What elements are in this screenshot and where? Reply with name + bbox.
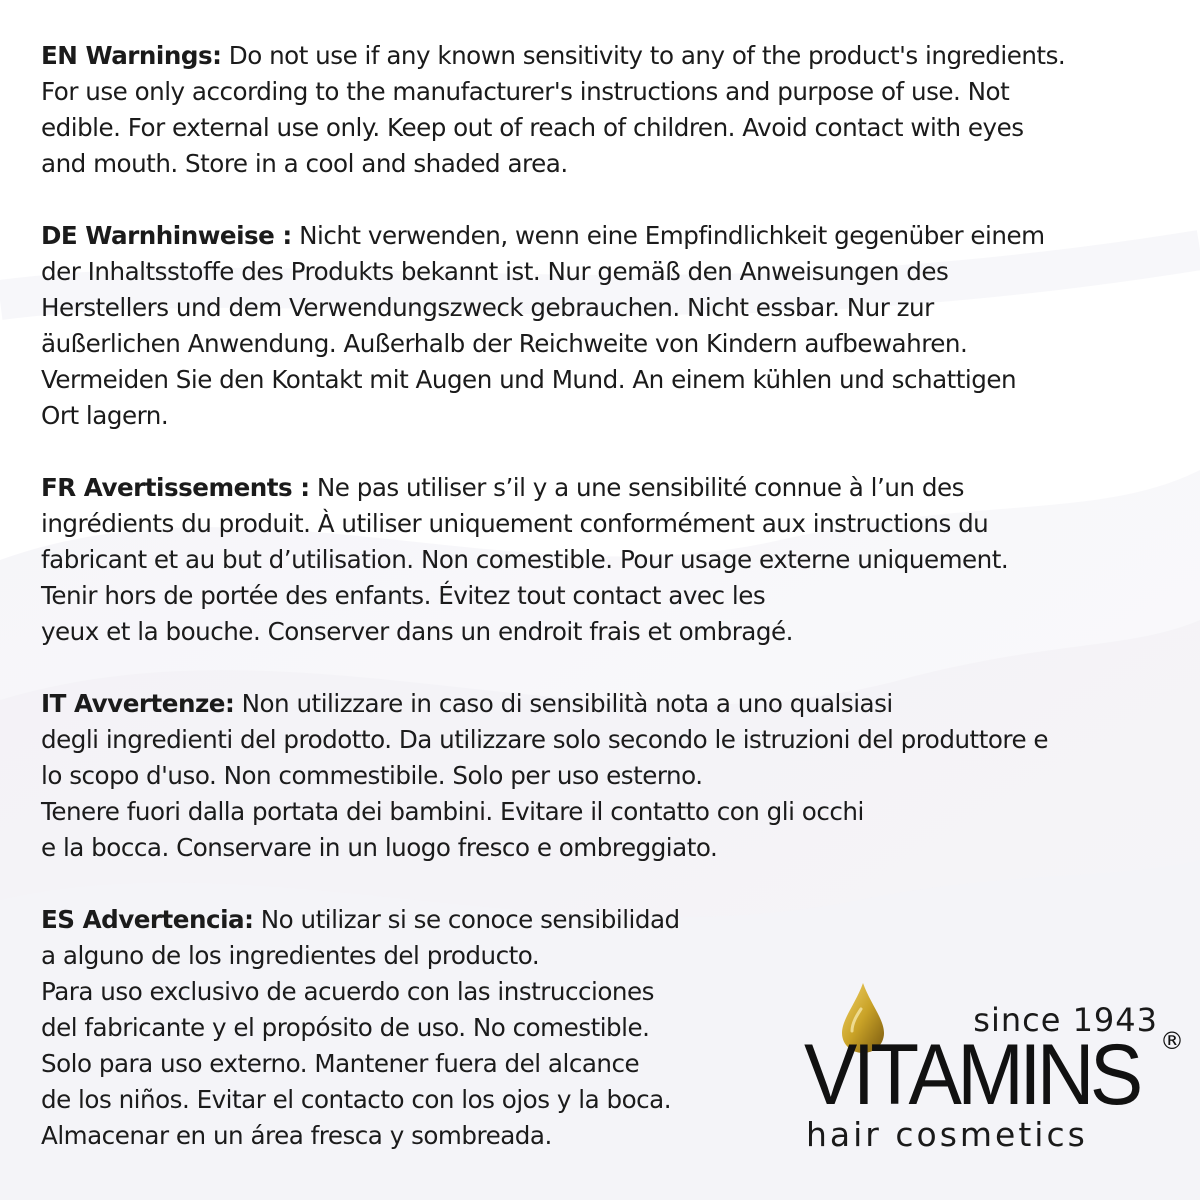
section-label: ES Advertencia: — [41, 905, 254, 934]
section-text: Non utilizzare in caso di sensibilità nota a uno qualsiasi — [234, 689, 893, 718]
warning-section-en — [41, 38, 1181, 182]
warning-line: Para uso exclusivo de acuerdo con las instrucciones — [41, 977, 654, 1006]
warning-line — [41, 218, 1181, 254]
section-text: Ne pas utiliser s’il y a une sensibilité connue à l’un des — [309, 473, 964, 502]
warning-line — [41, 902, 1181, 938]
warning-line: ingrédients du produit. À utiliser uniquement conformément aux instructions du — [41, 509, 989, 538]
warning-line — [41, 38, 1181, 74]
warning-line: For use only according to the manufacturer's instructions and purpose of use. Not — [41, 77, 1010, 106]
warning-line: Tenere fuori dalla portata dei bambini. Evitare il contatto con gli occhi — [41, 797, 864, 826]
warning-section-fr — [41, 470, 1181, 650]
warning-line: de los niños. Evitar el contacto con los ojos y la boca. — [41, 1085, 672, 1114]
section-text: Nicht verwenden, wenn eine Empfindlichkeit gegenüber einem — [291, 221, 1045, 250]
warning-line: and mouth. Store in a cool and shaded area. — [41, 149, 568, 178]
warning-line: Ort lagern. — [41, 401, 169, 430]
warning-line: Vermeiden Sie den Kontakt mit Augen und Mund. An einem kühlen und schattigen — [41, 365, 1017, 394]
warning-line — [41, 686, 1181, 722]
section-label: DE Warnhinweise : — [41, 221, 292, 250]
section-label: FR Avertissements : — [41, 473, 310, 502]
warning-line: Tenir hors de portée des enfants. Évitez tout contact avec les — [41, 581, 766, 610]
warning-line: Solo para uso externo. Mantener fuera del alcance — [41, 1049, 640, 1078]
warning-line: fabricant et au but d’utilisation. Non comestible. Pour usage externe uniquement. — [41, 545, 1009, 574]
logo-tagline: hair cosmetics — [806, 1115, 1088, 1154]
warning-line: der Inhaltsstoffe des Produkts bekannt ist. Nur gemäß den Anweisungen des — [41, 257, 949, 286]
warning-line: a alguno de los ingredientes del producto. — [41, 941, 540, 970]
warning-line: del fabricante y el propósito de uso. No comestible. — [41, 1013, 650, 1042]
logo-since-text: since 1943 — [973, 1001, 1158, 1039]
warning-line: e la bocca. Conservare in un luogo fresco e ombreggiato. — [41, 833, 718, 862]
section-label: EN Warnings: — [41, 41, 222, 70]
section-text: No utilizar si se conoce sensibilidad — [253, 905, 680, 934]
section-label: IT Avvertenze: — [41, 689, 235, 718]
warning-line: yeux et la bouche. Conserver dans un endroit frais et ombragé. — [41, 617, 793, 646]
warning-line: degli ingredienti del prodotto. Da utilizzare solo secondo le istruzioni del produttore e — [41, 725, 1049, 754]
warning-section-it — [41, 686, 1181, 866]
warning-line: äußerlichen Anwendung. Außerhalb der Reichweite von Kindern aufbewahren. — [41, 329, 968, 358]
registered-mark: ® — [1160, 1027, 1184, 1055]
warning-line: lo scopo d'uso. Non commestibile. Solo per uso esterno. — [41, 761, 703, 790]
warning-line — [41, 470, 1181, 506]
section-text: Do not use if any known sensitivity to any of the product's ingredients. — [221, 41, 1066, 70]
warning-section-de — [41, 218, 1181, 434]
warning-line: edible. For external use only. Keep out of reach of children. Avoid contact with eyes — [41, 113, 1024, 142]
logo-brand-name: VITAMINS — [804, 1027, 1139, 1123]
brand-logo — [800, 975, 1190, 1155]
warning-line: Herstellers und dem Verwendungszweck gebrauchen. Nicht essbar. Nur zur — [41, 293, 934, 322]
warning-line: Almacenar en un área fresca y sombreada. — [41, 1121, 552, 1150]
